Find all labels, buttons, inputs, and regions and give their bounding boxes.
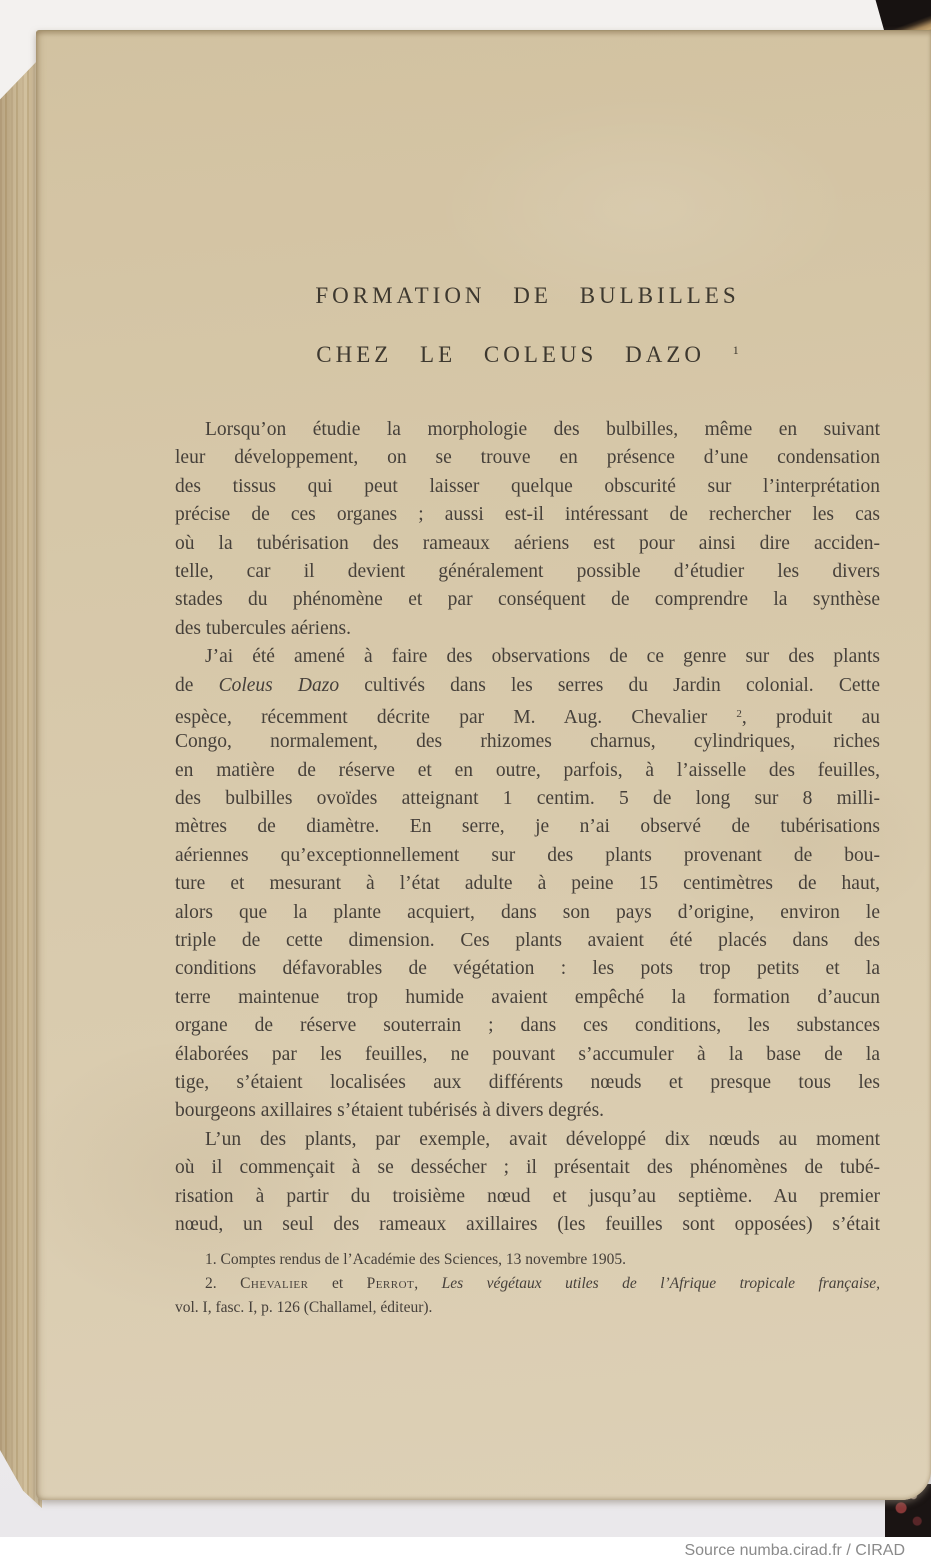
article-footnotes bbox=[175, 1248, 880, 1320]
print-line: terre maintenue trop humide avaient empêché la formation d’aucun bbox=[175, 986, 880, 1008]
print-line: organe de réserve souterrain ; dans ces conditions, les substances bbox=[175, 1015, 880, 1037]
print-line: nœud, un seul des rameaux axillaires (les feuilles sont opposées) s’était bbox=[175, 1213, 880, 1235]
print-line: des tubercules aériens. bbox=[175, 617, 351, 639]
print-line: espèce, récemment décrite par M. Aug. Chevalier $^2$, produit au bbox=[175, 706, 880, 728]
print-line: 2. Chevalier et Perrot, Les végétaux utiles de l’Afrique tropicale française, bbox=[205, 1275, 881, 1293]
print-line: élaborées par les feuilles, ne pouvant s’accumuler à la base de la bbox=[175, 1043, 880, 1065]
source-attribution-bar bbox=[0, 1537, 931, 1566]
print-line: triple de cette dimension. Ces plants avaient été placés dans des bbox=[175, 930, 880, 952]
print-line: en matière de réserve et en outre, parfois, à l’aisselle des feuilles, bbox=[175, 759, 880, 781]
print-line: précise de ces organes ; aussi est-il intéressant de rechercher les cas bbox=[175, 504, 880, 526]
article-body bbox=[175, 416, 880, 1239]
article-title-line-2: CHEZ LE COLEUS DAZO $^1$ bbox=[316, 342, 739, 367]
print-line: où il commençait à se dessécher ; il présentait des phénomènes de tubé- bbox=[175, 1157, 880, 1179]
print-line: des tissus qui peut laisser quelque obscurité sur l’interprétation bbox=[175, 475, 880, 497]
print-line: J’ai été amené à faire des observations de ce genre sur des plants bbox=[205, 646, 880, 668]
print-line: L’un des plants, par exemple, avait développé dix nœuds au moment bbox=[205, 1128, 880, 1150]
print-line: vol. I, fasc. I, p. 126 (Challamel, éditeur). bbox=[175, 1299, 433, 1317]
print-line: Lorsqu’on étudie la morphologie des bulbilles, même en suivant bbox=[205, 419, 880, 440]
print-line: stades du phénomène et par conséquent de comprendre la synthèse bbox=[175, 589, 880, 611]
print-line: bourgeons axillaires s’étaient tubérisés à divers degrés. bbox=[175, 1100, 605, 1122]
source-attribution-text: Source numba.cirad.fr / CIRAD bbox=[684, 1542, 905, 1559]
print-line: telle, car il devient généralement possible d’étudier les divers bbox=[175, 560, 880, 582]
print-line: alors que la plante acquiert, dans son pays d’origine, environ le bbox=[175, 901, 880, 923]
print-line: leur développement, on se trouve en présence d’une condensation bbox=[175, 447, 880, 469]
page-text bbox=[175, 0, 880, 1320]
print-line: Congo, normalement, des rhizomes charnus, cylindriques, riches bbox=[175, 731, 880, 753]
print-line: où la tubérisation des rameaux aériens est pour ainsi dire acciden- bbox=[175, 532, 880, 554]
print-line: ture et mesurant à l’état adulte à peine 15 centimètres de haut, bbox=[175, 873, 880, 895]
print-line: conditions défavorables de végétation : les pots trop petits et la bbox=[175, 958, 880, 980]
article-title-line-1: FORMATION DE BULBILLES bbox=[315, 283, 740, 308]
print-line: mètres de diamètre. En serre, je n’ai observé de tubérisations bbox=[175, 816, 880, 838]
print-line: de Coleus Dazo cultivés dans les serres du Jardin colonial. Cette bbox=[175, 674, 880, 696]
print-line: risation à partir du troisième nœud et jusqu’au septième. Au premier bbox=[175, 1185, 880, 1207]
print-line: aériennes qu’exceptionnellement sur des plants provenant de bou- bbox=[175, 844, 880, 866]
print-line: tige, s’étaient localisées aux différents nœuds et presque tous les bbox=[175, 1071, 880, 1093]
print-line: des bulbilles ovoïdes atteignant 1 centim. 5 de long sur 8 milli- bbox=[175, 788, 880, 810]
print-line: 1. Comptes rendus de l’Académie des Sciences, 13 novembre 1905. bbox=[205, 1251, 626, 1269]
